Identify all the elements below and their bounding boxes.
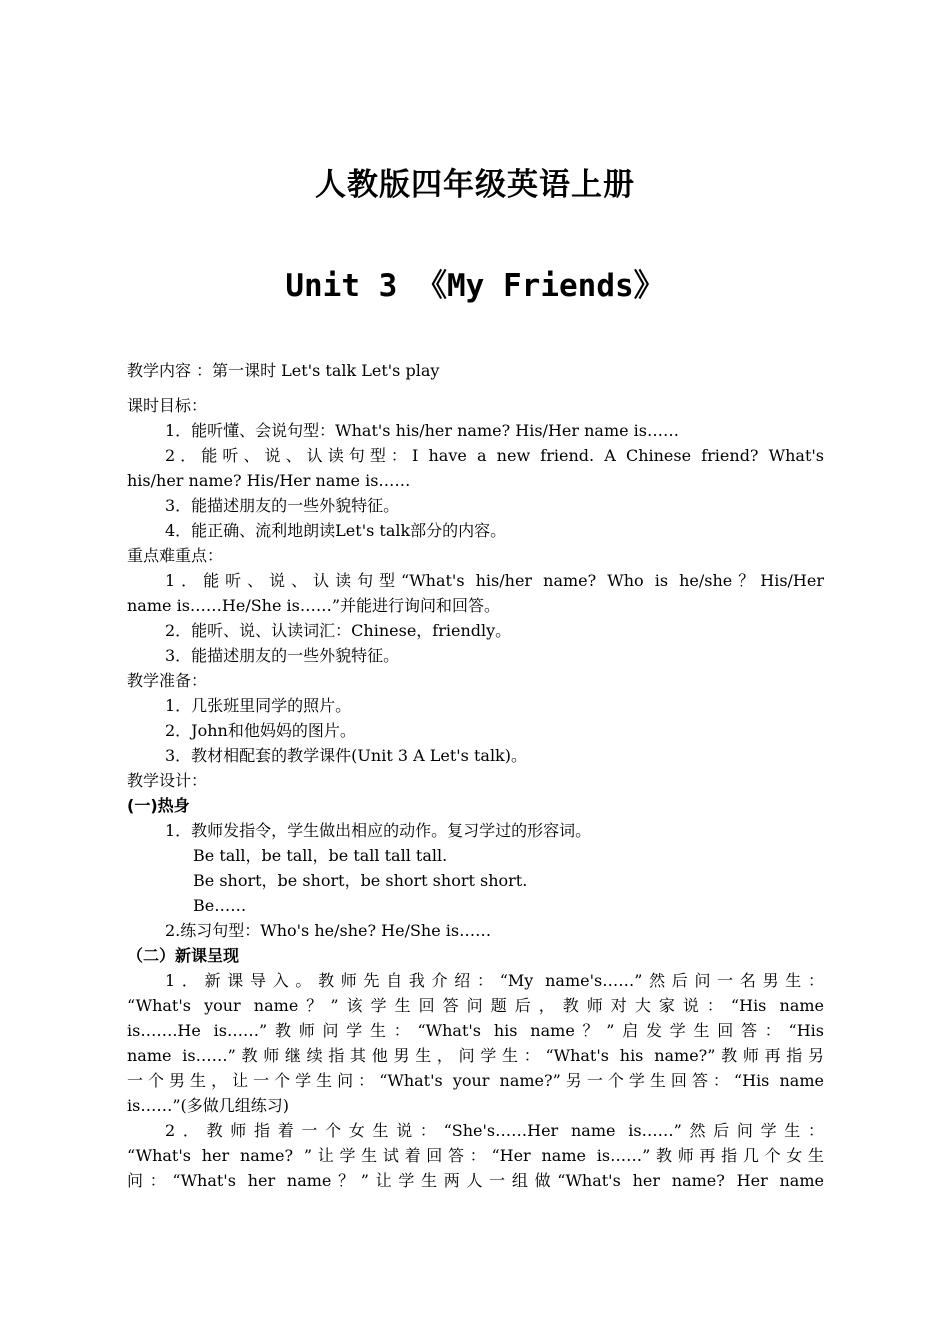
presentation-line: 2．教师指着一个女生说：“She's……Her name is……”然后问学生：	[165, 1121, 824, 1140]
key-points-heading: 重点难重点：	[127, 546, 224, 565]
preparation-line: 1．几张班里同学的照片。	[165, 696, 352, 715]
warmup-heading: (一)热身	[127, 796, 190, 815]
design-heading: 教学设计：	[127, 771, 208, 790]
presentation-heading: （二）新课呈现	[127, 946, 240, 965]
warmup-line: Be tall，be tall，be tall tall tall.	[193, 846, 448, 865]
warmup-line: 1．教师发指令，学生做出相应的动作。复习学过的形容词。	[165, 821, 592, 840]
presentation-line: is…….He is……”教师问学生：“What's his name？”启发学生回答：“His	[127, 1021, 824, 1040]
presentation-line: name is……”教师继续指其他男生，问学生：“What's his name?”教师再指另	[127, 1046, 824, 1065]
objectives-heading: 课时目标：	[127, 396, 208, 415]
objective-line: 3．能描述朋友的一些外貌特征。	[165, 496, 400, 515]
key-point-line: name is……He/She is……”并能进行询问和回答。	[127, 596, 501, 615]
objective-line: his/her name? His/Her name is……	[127, 471, 411, 490]
presentation-line: is……”(多做几组练习)	[127, 1096, 289, 1115]
key-point-line: 2．能听、说、认读词汇：Chinese，friendly。	[165, 621, 512, 640]
document-body	[127, 358, 824, 1193]
preparation-heading: 教学准备：	[127, 671, 208, 690]
spacer	[127, 383, 824, 393]
warmup-line: Be short，be short，be short short short.	[193, 871, 528, 890]
objective-line: 2．能听、说、认读句型：I have a new friend. A Chinese friend? What's	[165, 446, 824, 465]
objective-line: 4．能正确、流利地朗读Let's talk部分的内容。	[165, 521, 507, 540]
objective-line: 1．能听懂、会说句型：What's his/her name? His/Her name is……	[165, 421, 680, 440]
document-title: 人教版四年级英语上册	[315, 167, 635, 203]
preparation-line: 2．John和他妈妈的图片。	[165, 721, 356, 740]
warmup-line: Be……	[193, 896, 247, 915]
presentation-line: “What's your name？”该学生回答问题后，教师对大家说：“His name	[127, 996, 824, 1015]
presentation-line: “What's her name? ”让学生试着回答：“Her name is……”教师再指几个女生	[127, 1146, 824, 1165]
key-point-line: 3．能描述朋友的一些外貌特征。	[165, 646, 400, 665]
key-point-line: 1．能听、说、认读句型“What's his/her name? Who is he/she？His/Her	[165, 571, 824, 590]
unit-title: Unit 3 《My Friends》	[285, 268, 665, 304]
warmup-line: 2.练习句型：Who's he/she? He/She is……	[165, 921, 492, 940]
presentation-line: 1．新课导入。教师先自我介绍：“My name's……”然后问一名男生：	[165, 971, 824, 990]
presentation-line: 一个男生，让一个学生问：“What's your name?”另一个学生回答：“His name	[127, 1071, 824, 1090]
preparation-line: 3．教材相配套的教学课件(Unit 3 A Let's talk)。	[165, 746, 527, 765]
presentation-line: 问：“What's her name？”让学生两人一组做“What's her name? Her name	[127, 1171, 824, 1190]
teaching-content-line: 教学内容 ：第一课时 Let's talk Let's play	[127, 361, 440, 380]
